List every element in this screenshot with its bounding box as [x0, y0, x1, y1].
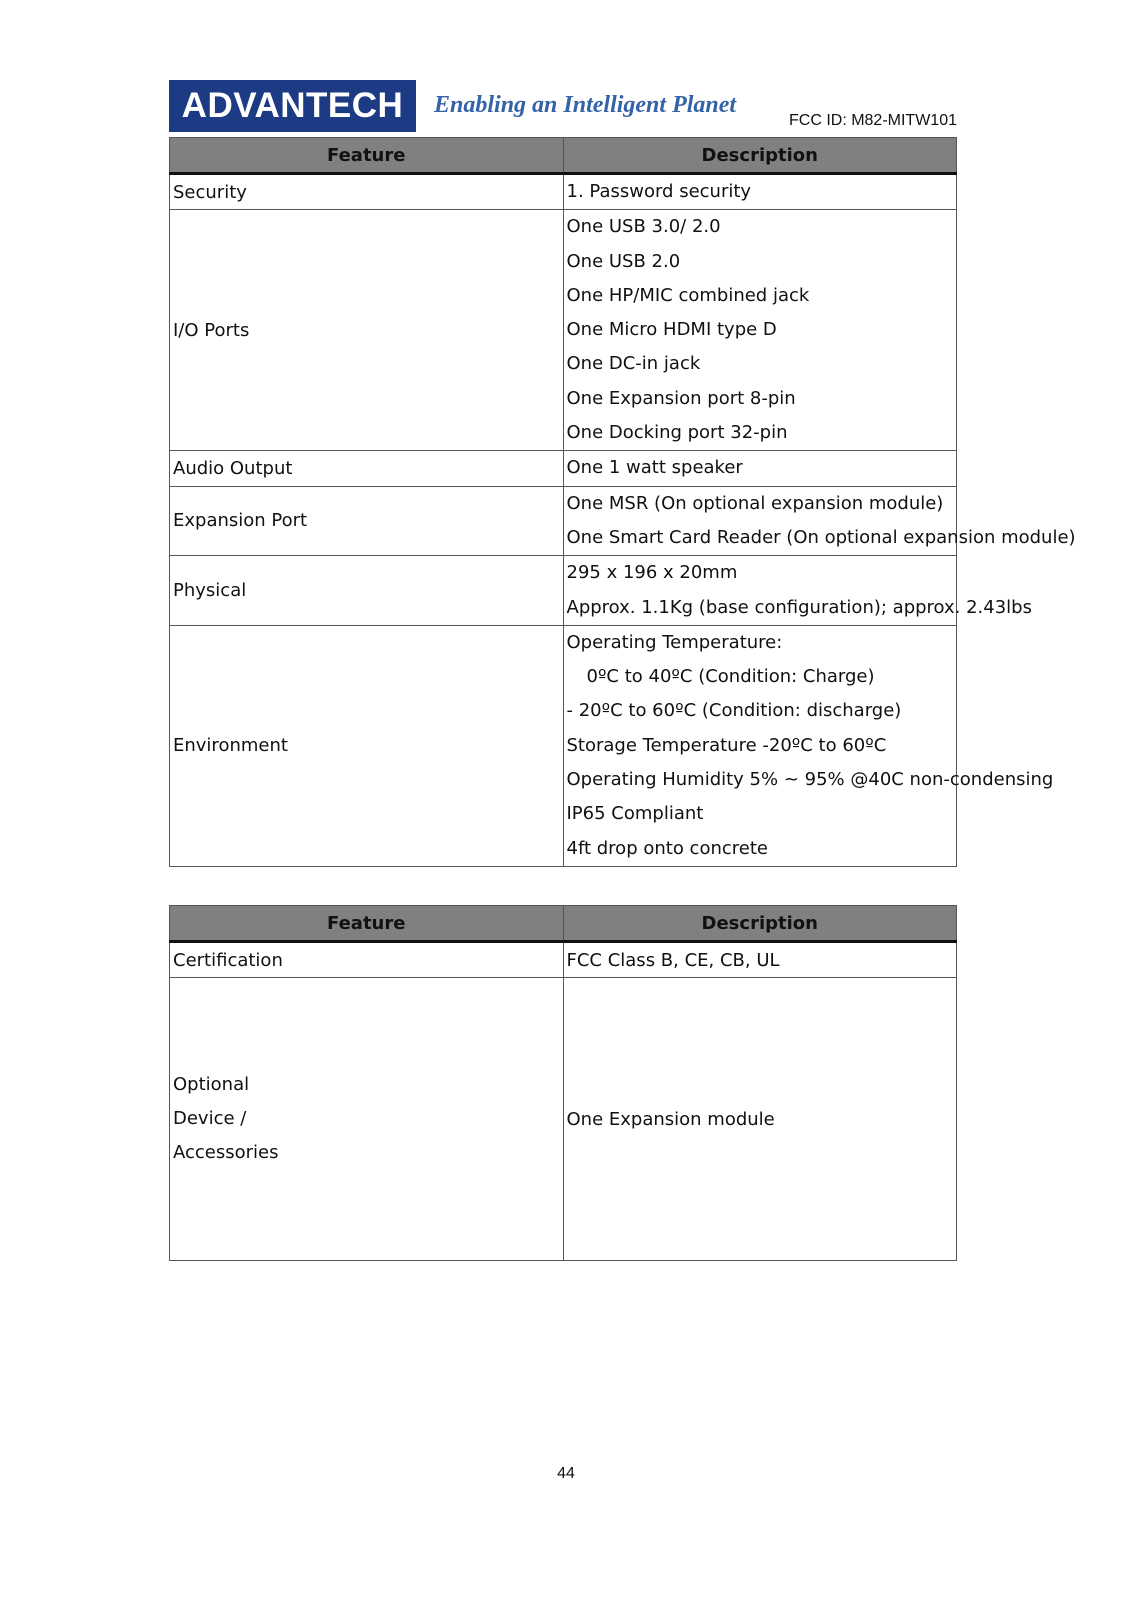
- feature-cell: [170, 978, 564, 1261]
- column-header-feature: Feature: [170, 906, 564, 942]
- description-line: One USB 2.0: [566, 250, 681, 272]
- description-line: One 1 watt speaker: [566, 457, 743, 479]
- fcc-id: FCC ID: M82-MITW101: [788, 112, 957, 129]
- page-header: [169, 80, 957, 132]
- description-line: One Docking port 32-pin: [566, 422, 788, 444]
- feature-cell: Security: [170, 174, 564, 210]
- description-line: One HP/MIC combined jack: [566, 284, 810, 306]
- description-line: Approx. 1.1Kg (base configuration); approx. 2.43lbs: [566, 596, 1032, 618]
- description-line: Operating Temperature:: [566, 631, 783, 653]
- feature-cell: I/O Ports: [170, 210, 564, 451]
- description-line: Storage Temperature -20ºC to 60ºC: [566, 734, 887, 756]
- description-line: One USB 3.0/ 2.0: [566, 216, 721, 238]
- advantech-logo: ADVANTECH: [169, 80, 416, 132]
- description-line: One Micro HDMI type D: [566, 319, 777, 341]
- description-cell: One Expansion module: [563, 978, 957, 1261]
- page-number: 44: [557, 1465, 575, 1482]
- description-line: One Expansion port 8-pin: [566, 387, 796, 409]
- description-cell: [563, 210, 957, 451]
- description-cell: [563, 486, 1076, 556]
- description-cell: FCC Class B, CE, CB, UL: [563, 942, 957, 978]
- feature-cell: Environment: [170, 625, 564, 866]
- spec-table-2: [169, 905, 957, 1261]
- feature-cell: Expansion Port: [170, 486, 564, 556]
- feature-line: Device /: [173, 1107, 247, 1129]
- column-header-description: Description: [563, 906, 957, 942]
- description-line: 295 x 196 x 20mm: [566, 562, 738, 584]
- description-line: One Smart Card Reader (On optional expansion module): [566, 526, 1076, 548]
- description-cell: [563, 625, 1054, 866]
- feature-cell: Certification: [170, 942, 564, 978]
- tagline: Enabling an Intelligent Planet: [434, 92, 737, 118]
- description-line: 1. Password security: [566, 181, 752, 202]
- table-header-row: [170, 138, 957, 174]
- table-row: [170, 556, 957, 626]
- table-row: [170, 942, 957, 978]
- description-line: IP65 Compliant: [566, 803, 704, 825]
- table-header-row: [170, 906, 957, 942]
- table-row: [170, 174, 957, 210]
- feature-cell: Physical: [170, 556, 564, 626]
- description-line: One DC-in jack: [566, 353, 701, 375]
- column-header-feature: Feature: [170, 138, 564, 174]
- column-header-description: Description: [563, 138, 957, 174]
- description-cell: [563, 174, 957, 210]
- description-line: 4ft drop onto concrete: [566, 837, 768, 859]
- description-line: 0ºC to 40ºC (Condition: Charge): [586, 666, 875, 688]
- feature-line: Optional: [173, 1073, 250, 1095]
- feature-line: Accessories: [173, 1142, 279, 1164]
- description-cell: [563, 451, 957, 486]
- description-line: One MSR (On optional expansion module): [566, 492, 944, 514]
- table-row: [170, 486, 957, 556]
- table-row: [170, 451, 957, 486]
- table-row: [170, 210, 957, 451]
- table-row: [170, 978, 957, 1261]
- description-line: Operating Humidity 5% ~ 95% @40C non-condensing: [566, 769, 1054, 791]
- description-line: - 20ºC to 60ºC (Condition: discharge): [566, 700, 902, 722]
- spec-table-1: [169, 137, 1076, 867]
- table-row: [170, 625, 957, 866]
- feature-cell: Audio Output: [170, 451, 564, 486]
- description-cell: [563, 556, 1032, 626]
